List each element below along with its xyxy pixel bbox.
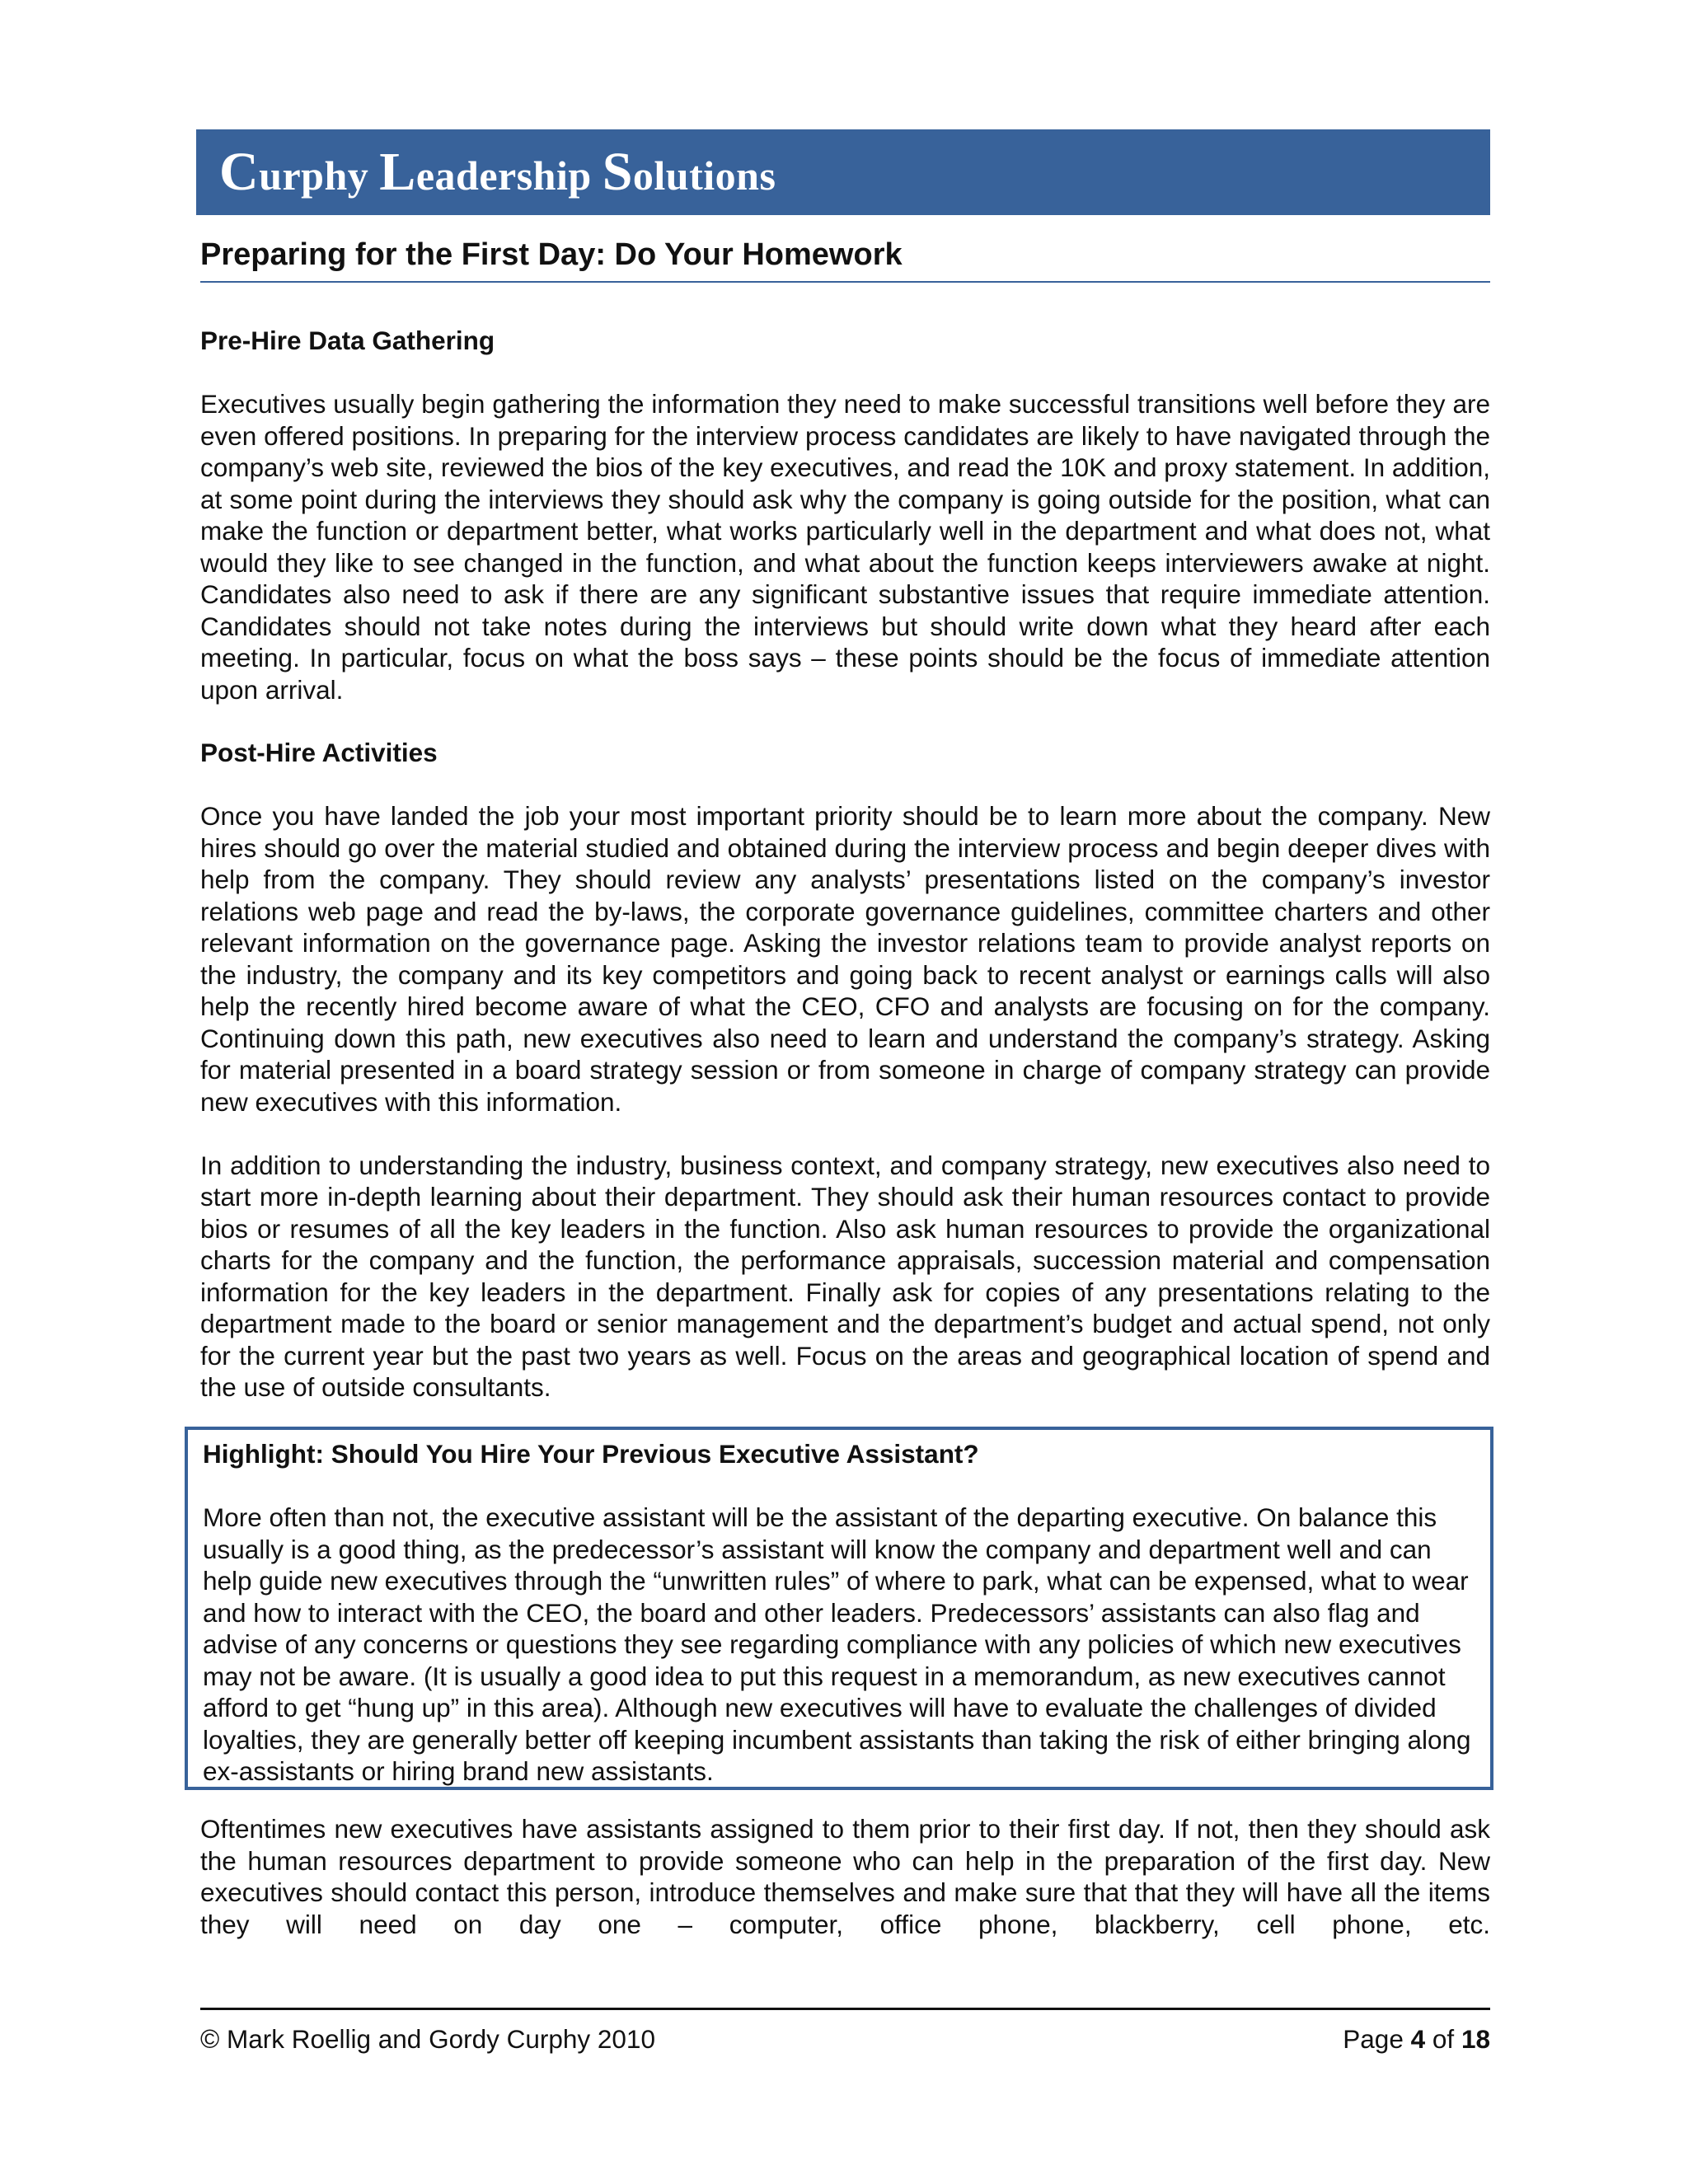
brand-rest-3: olutions (632, 152, 776, 199)
pre-hire-heading: Pre-Hire Data Gathering (200, 326, 495, 355)
page-of: of (1432, 2024, 1455, 2054)
brand-cap-3: S (602, 142, 633, 202)
highlight-heading: Highlight: Should You Hire Your Previous Executive Assistant? (203, 1439, 979, 1469)
closing-section (200, 1813, 1490, 1940)
spacer (200, 1118, 1490, 1150)
post-hire-section (200, 737, 1490, 1404)
pre-hire-paragraph: Executives usually begin gathering the information they need to make successful transitions well before they are even offered positions. In preparing for the interview process candidates are likely to have navigated through the company’s web site, reviewed the bios of the key executives, and read the 10K and proxy statement. In addition, at some point during the interviews they should ask why the company is going outside for the position, what can make the function or department better, what works particularly well in the department and what does not, what would they like to see changed in the function, and what about the function keeps interviewers awake at night. Candidates also need to ask if there are any significant substantive issues that require immediate attention. Candidates should not take notes during the interviews but should write down what they heard after each meeting. In particular, focus on what the boss says – these points should be the focus of immediate attention upon arrival. (200, 389, 1490, 705)
highlight-paragraph: More often than not, the executive assistant will be the assistant of the departing executive. On balance this usually is a good thing, as the predecessor’s assistant will know the company and department well and can help guide new executives through the “unwritten rules” of where to park, what can be expensed, what to wear and how to interact with the CEO, the board and other leaders. Predecessors’ assistants can also flag and advise of any concerns or questions they see regarding compliance with any policies of which new executives may not be aware. (It is usually a good idea to put this request in a memorandum, as new executives cannot afford to get “hung up” in this area). Although new executives will have to evaluate the challenges of divided loyalties, they are generally better off keeping incumbent assistants than taking the risk of either bringing along ex-assistants or hiring brand new assistants. (203, 1502, 1471, 1786)
closing-paragraph: Oftentimes new executives have assistants assigned to them prior to their first day. If not, then they should ask the human resources department to provide someone who can help in the preparation of the first day. New executives should contact this person, introduce themselves and make sure that that they will have all the items they will need on day one – computer, office phone, blackberry, cell phone, etc. (200, 1814, 1490, 1939)
brand-cap-2: L (379, 142, 416, 202)
spacer (200, 769, 1490, 801)
footer-divider (200, 2008, 1490, 2010)
post-hire-heading: Post-Hire Activities (200, 738, 438, 767)
page-total: 18 (1461, 2024, 1490, 2054)
footer-copyright: © Mark Roellig and Gordy Curphy 2010 (200, 2024, 655, 2054)
brand-rest-1: urphy (259, 152, 380, 199)
page-current: 4 (1410, 2024, 1426, 2054)
post-hire-paragraph-1: Once you have landed the job your most important priority should be to learn more about the company. New hires should go over the material studied and obtained during the interview process and begin deeper dives with help from the company. They should review any analysts’ presentations listed on the company’s investor relations web page and read the by-laws, the corporate governance guidelines, committee charters and other relevant information on the governance page. Asking the investor relations team to provide analyst reports on the industry, the company and its key competitors and going back to recent analyst or earnings calls will also help the recently hired become aware of what the CEO, CFO and analysts are focusing on for the company. Continuing down this path, new executives also need to learn and understand the company’s strategy. Asking for material presented in a board strategy session or from someone in charge of company strategy can provide new executives with this information. (200, 801, 1490, 1117)
brand-cap-1: C (219, 142, 260, 202)
brand-rest-2: eadership (415, 152, 603, 199)
section-title: Preparing for the First Day: Do Your Homework (200, 237, 1490, 283)
highlight-box (185, 1427, 1493, 1790)
spacer (200, 357, 1490, 389)
page-label: Page (1343, 2024, 1404, 2054)
post-hire-paragraph-2: In addition to understanding the industry, business context, and company strategy, new executives also need to start more in-depth learning about their department. They should ask their human resources contact to provide bios or resumes of all the key leaders in the function. Also ask human resources to provide the organizational charts for the company and the function, the performance appraisals, succession material and compensation information for the key leaders in the department. Finally ask for copies of any presentations relating to the department made to the board or senior management and the department’s budget and actual spend, not only for the current year but the past two years as well. Focus on the areas and geographical location of spend and the use of outside consultants. (200, 1150, 1490, 1402)
brand-title (219, 141, 776, 204)
footer-page-number (1343, 2024, 1490, 2055)
pre-hire-section (200, 325, 1490, 705)
header-banner (196, 129, 1490, 215)
